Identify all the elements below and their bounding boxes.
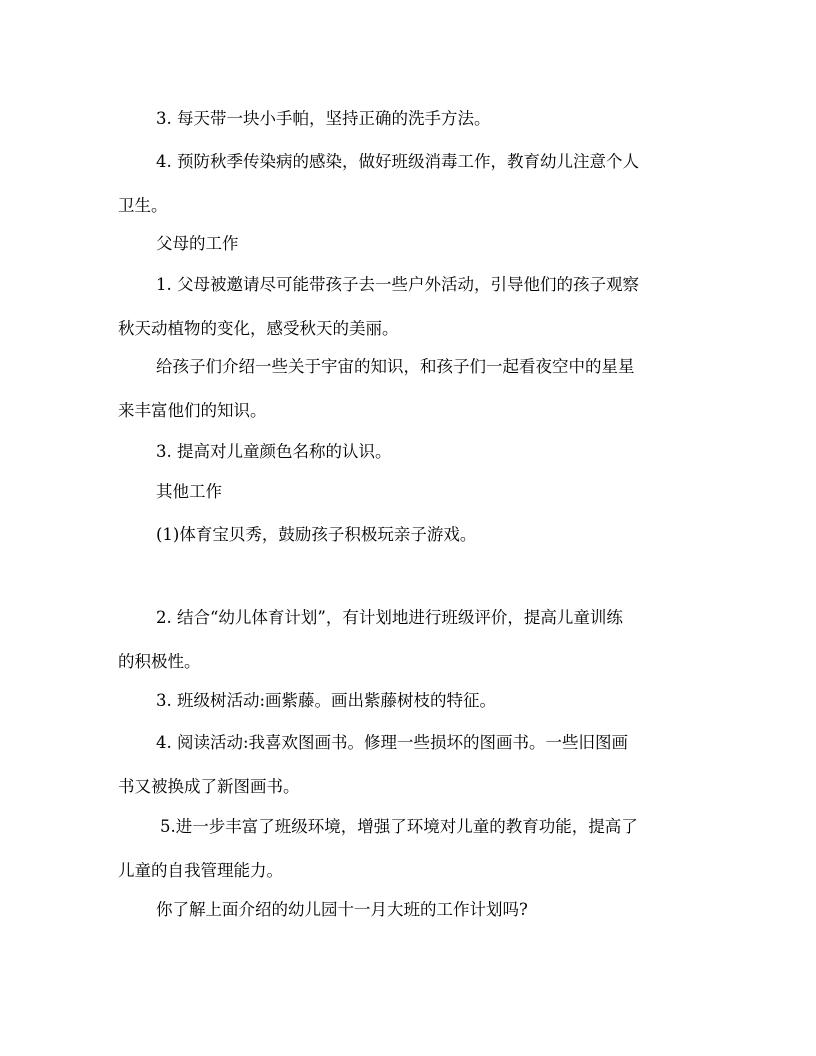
text-line: 的积极性。 xyxy=(118,652,201,671)
text-line: 4. 预防秋季传染病的感染，做好班级消毒工作，教育幼儿注意个人 xyxy=(156,152,639,171)
text-line: 父母的工作 xyxy=(156,234,239,253)
text-line: 3. 每天带一块小手帕，坚持正确的洗手方法。 xyxy=(156,109,491,128)
text-line: 秋天动植物的变化，感受秋天的美丽。 xyxy=(118,319,399,338)
section-heading-parents-work xyxy=(118,229,714,259)
text-line: 3. 班级树活动:画紫藤。画出紫藤树枝的特征。 xyxy=(156,691,497,710)
paragraph-parents-2 xyxy=(118,352,714,426)
paragraph-parents-3 xyxy=(118,437,714,467)
paragraph-other-3 xyxy=(118,686,714,716)
text-line: (1)体育宝贝秀，鼓励孩子积极玩亲子游戏。 xyxy=(156,525,477,544)
text-line: 5.进一步丰富了班级环境，增强了环境对儿童的教育功能，提高了 xyxy=(160,817,638,836)
paragraph-other-5 xyxy=(118,812,714,886)
text-line: 3. 提高对儿童颜色名称的认识。 xyxy=(156,442,392,461)
text-line: 书又被换成了新图画书。 xyxy=(118,777,300,796)
section-heading-other-work xyxy=(118,477,714,507)
text-line: 其他工作 xyxy=(156,482,222,501)
paragraph-other-1 xyxy=(118,520,714,550)
paragraph-hygiene-3 xyxy=(118,104,714,134)
text-line: 卫生。 xyxy=(118,196,168,215)
text-line: 给孩子们介绍一些关于宇宙的知识，和孩子们一起看夜空中的星星 xyxy=(156,357,635,376)
text-line: 来丰富他们的知识。 xyxy=(118,401,267,420)
text-line: 1. 父母被邀请尽可能带孩子去一些户外活动，引导他们的孩子观察 xyxy=(156,275,639,294)
paragraph-other-4 xyxy=(118,728,714,802)
text-line: 你了解上面介绍的幼儿园十一月大班的工作计划吗? xyxy=(156,900,528,919)
text-line: 2. 结合“幼儿体育计划”，有计划地进行班级评价，提高儿童训练 xyxy=(156,608,623,627)
paragraph-other-2 xyxy=(118,603,714,677)
paragraph-parents-1 xyxy=(118,270,714,344)
text-line: 儿童的自我管理能力。 xyxy=(118,861,283,880)
paragraph-hygiene-4 xyxy=(118,147,714,221)
closing-question xyxy=(118,895,714,925)
text-line: 4. 阅读活动:我喜欢图画书。修理一些损坏的图画书。一些旧图画 xyxy=(156,733,629,752)
